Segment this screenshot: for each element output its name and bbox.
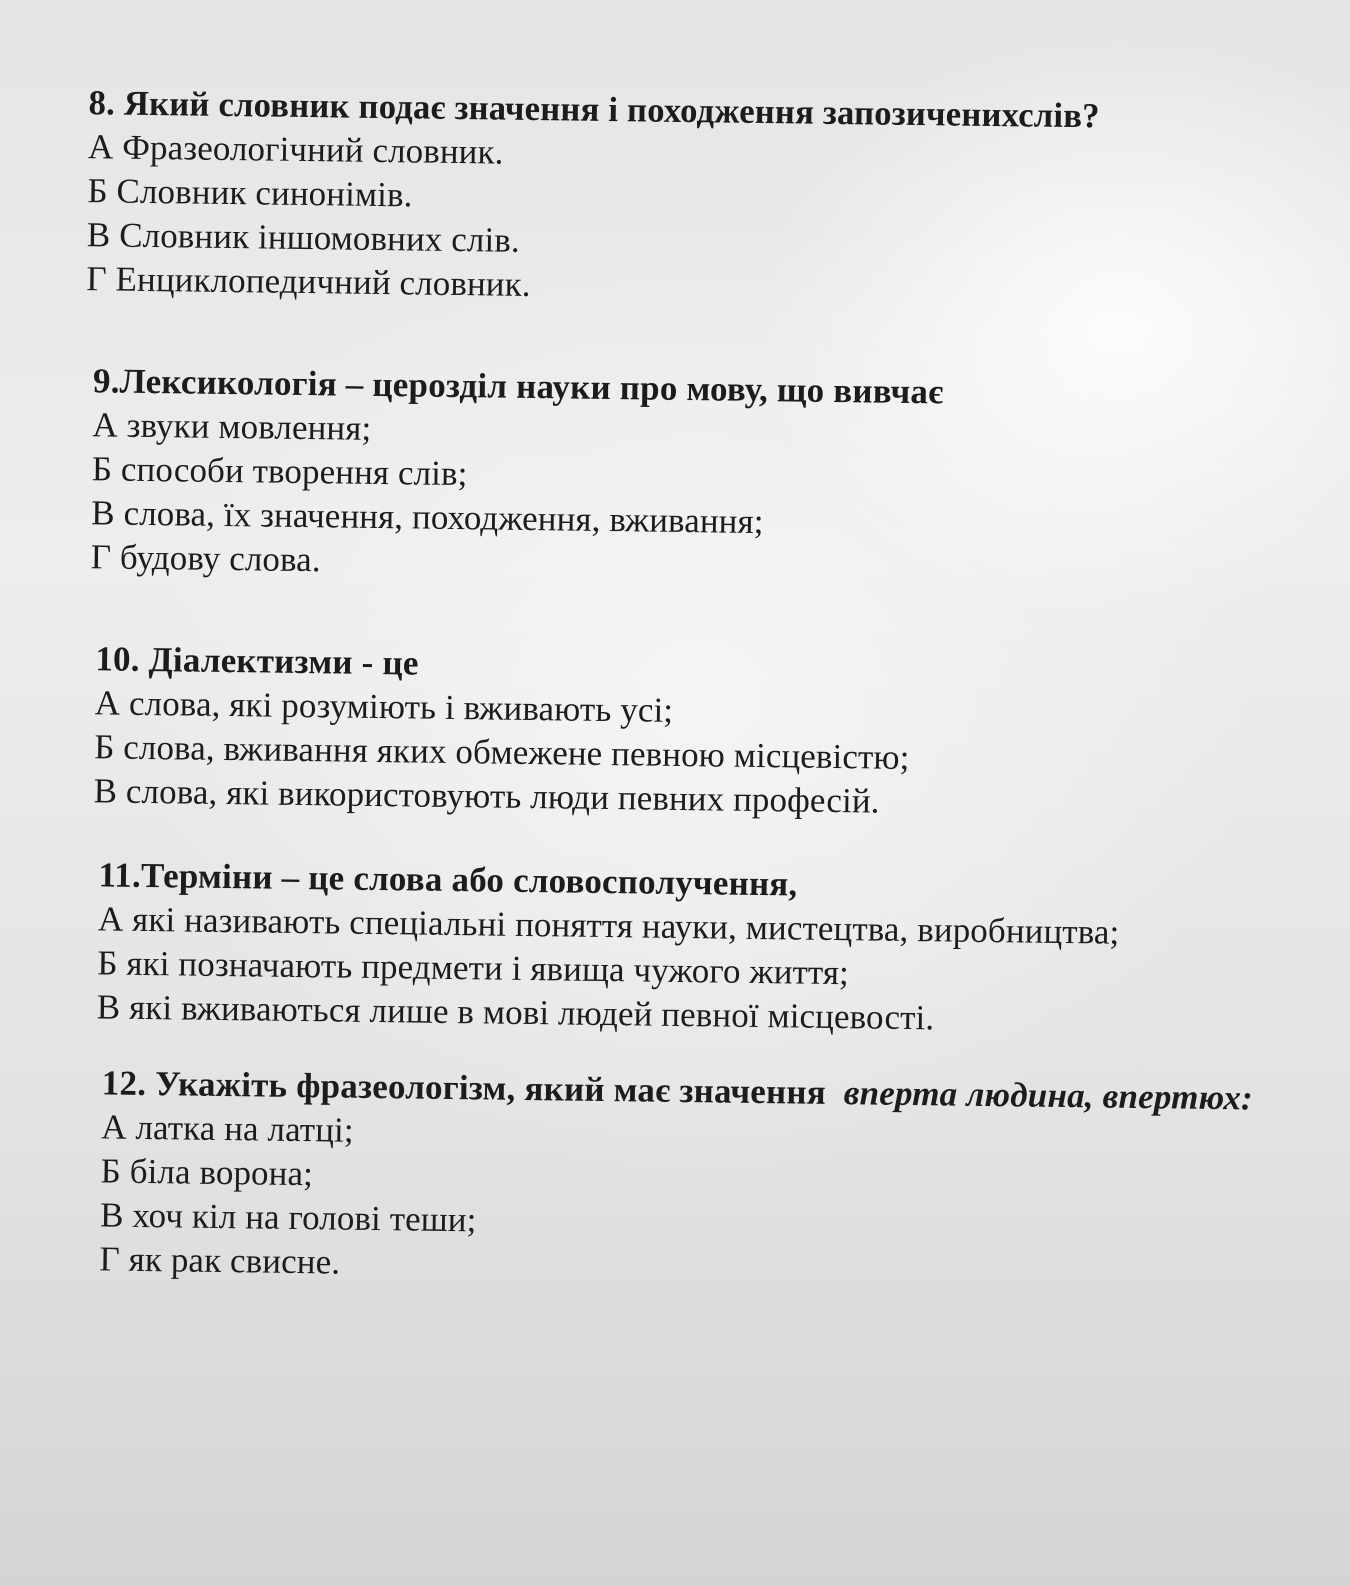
- answer-option-g: Г будову слова.: [90, 537, 321, 580]
- answer-option-a: А Фразеологічний словник.: [87, 127, 504, 172]
- answer-option-b: Б слова, вживання яких обмежене певною місцевістю;: [93, 727, 910, 777]
- answer-option-b: Б біла ворона;: [100, 1151, 314, 1194]
- question-title-emphasis: вперта людина, впертюх:: [843, 1073, 1254, 1118]
- answer-option-a: А слова, які розуміють і вживають усі;: [94, 683, 674, 730]
- answer-option-b: Б способи творення слів;: [91, 449, 468, 494]
- answer-option-a: А які називають спеціальні поняття науки, мистецтва, виробництва;: [97, 899, 1120, 952]
- answer-option-g: Г Енциклопедичний словник.: [86, 259, 531, 304]
- question-title-text: 12. Укажіть фразеологізм, який має значення: [101, 1063, 827, 1112]
- answer-option-a: А латка на латці;: [101, 1107, 354, 1150]
- answer-option-a: А звуки мовлення;: [92, 405, 372, 448]
- answer-option-v: В хоч кіл на голові теши;: [99, 1195, 477, 1240]
- answer-option-g: Г як рак свисне.: [99, 1239, 341, 1282]
- question-title: 10. Діалектизми - це: [95, 639, 419, 683]
- question-title: 9.Лексикологія – церозділ науки про мову, що вивчає: [92, 361, 944, 412]
- answer-option-b: Б які позначають предмети і явища чужого життя;: [97, 943, 850, 993]
- question-8: [86, 81, 1110, 314]
- question-title: 11.Терміни – це слова або словосполучення,: [98, 855, 798, 904]
- answer-option-v: В які вживаються лише в мові людей певної місцевості.: [96, 987, 935, 1038]
- question-11: [97, 853, 1121, 1042]
- question-title: 8. Який словник подає значення і походження запозиченихслів?: [88, 83, 1100, 136]
- question-12: [99, 1061, 1253, 1296]
- question-9: [90, 359, 943, 590]
- answer-option-v: В слова, їх значення, походження, вживання;: [91, 493, 764, 542]
- answer-option-b: Б Словник синонімів.: [87, 171, 413, 215]
- answer-option-v: В Словник іншомовних слів.: [86, 215, 521, 260]
- question-10: [93, 637, 911, 824]
- answer-option-v: В слова, які використовують люди певних професій.: [93, 771, 880, 821]
